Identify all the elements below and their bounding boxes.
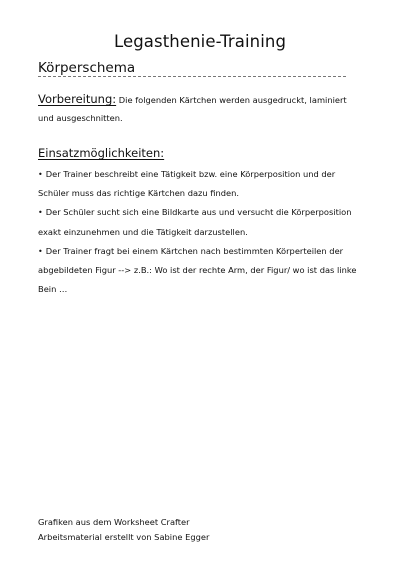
preparation-paragraph bbox=[38, 90, 358, 127]
bullet-icon: • bbox=[38, 246, 43, 256]
bullet-icon: • bbox=[38, 170, 43, 179]
list-item bbox=[38, 165, 363, 203]
uses-heading: Einsatzmöglichkeiten: bbox=[38, 146, 165, 160]
footer-credit-graphics: Grafiken aus dem Worksheet Crafter bbox=[38, 517, 190, 527]
list-item bbox=[38, 203, 363, 241]
page-title: Legasthenie-Training bbox=[113, 32, 287, 51]
list-item-text: Der Trainer beschreibt eine Tätigkeit bzw. eine Körperposition und der Schüler muss das richtige Kärtchen dazu finden. bbox=[38, 169, 336, 199]
footer-credit-author: Arbeitsmaterial erstellt von Sabine Egger bbox=[38, 531, 210, 542]
footer bbox=[38, 515, 209, 544]
section-divider bbox=[38, 76, 346, 77]
bullet-icon: • bbox=[38, 208, 43, 218]
preparation-label: Vorbereitung: bbox=[38, 92, 117, 106]
list-item-text: Der Schüler sucht sich eine Bildkarte aus und versucht die Körperposition exakt einzunehmen und die Tätigkeit darzustellen. bbox=[38, 207, 352, 237]
list-item-text: Der Trainer fragt bei einem Kärtchen nach bestimmten Körperteilen der abgebildeten Figur --> z.B.: Wo ist der rechte Arm, der Figur/ wo ist das linke Bein … bbox=[38, 245, 357, 295]
list-item bbox=[38, 242, 363, 300]
preparation-text: Die folgenden Kärtchen werden ausgedruckt, laminiert und ausgeschnitten. bbox=[38, 95, 347, 123]
section-title: Körperschema bbox=[38, 60, 136, 76]
uses-list bbox=[38, 165, 363, 299]
